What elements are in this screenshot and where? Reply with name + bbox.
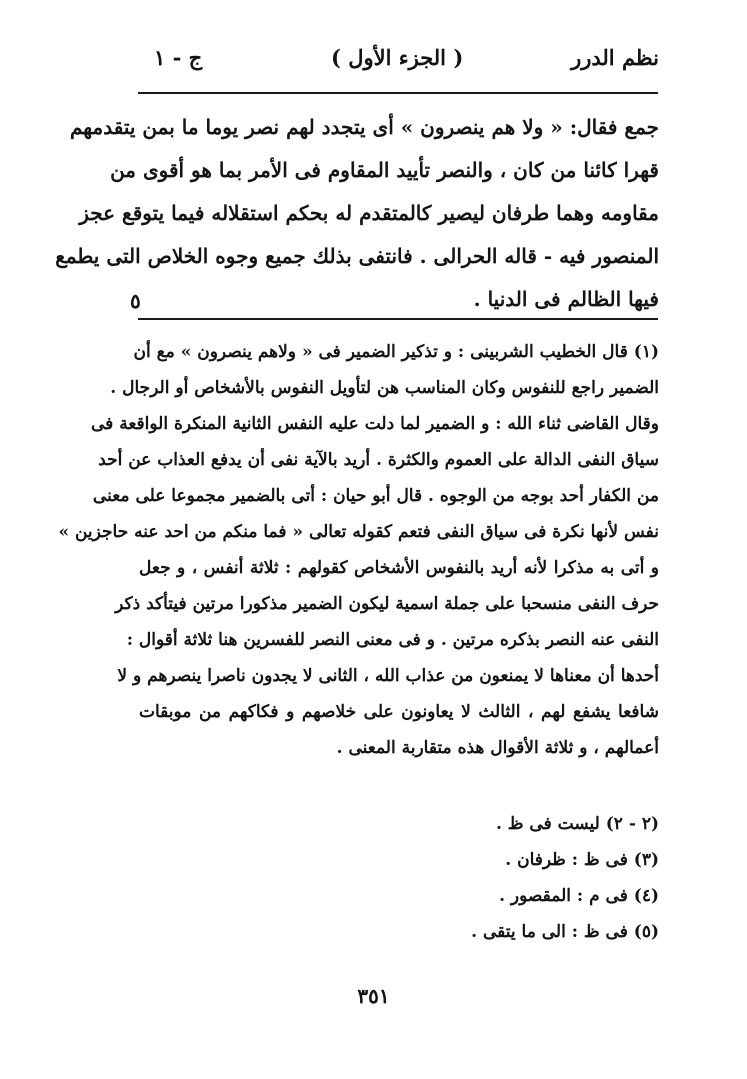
footnote-item: (٥) فى ظ : الى ما يتقى . xyxy=(471,922,659,942)
marginal-line-number: ٥ xyxy=(130,289,141,313)
note-line: النفى عنه النصر بذكره مرتين . و فى معنى النصر للفسرين هنا ثلاثة أقوال : xyxy=(126,630,659,650)
main-text-line: مقاومه وهما طرفان ليصير كالمتقدم له بحكم استقلاله فيما يتوقع عجز xyxy=(79,201,659,225)
note-line: و أتى به مذكرا لأنه أريد بالنفوس الأشخاص كقولهم : ثلاثة أنفس ، و جعل xyxy=(139,558,659,578)
main-text-line: قهرا كائنا من كان ، والنصر تأييد المقاوم فى الأمر بما هو أقوى من xyxy=(110,158,659,182)
main-text-line: فيها الظالم فى الدنيا . xyxy=(473,287,659,311)
note-line: شافعا يشفع لهم ، الثالث لا يعاونون على خلاصهم و فكاكهم من موبقات xyxy=(139,702,659,722)
footnote-item: (٤) فى م : المقصور . xyxy=(499,886,659,906)
note-line: الضمير راجع للنفوس وكان المناسب هن لتأويل النفوس بالأشخاص أو الرجال . xyxy=(110,378,659,398)
note-line: من الكفار أحد بوجه من الوجوه . قال أبو حيان : أتى بالضمير مجموعا على معنى xyxy=(92,486,659,506)
page-number: ٣٥١ xyxy=(357,984,390,1008)
running-header-book-title: نظم الدرر xyxy=(571,45,659,70)
note-line: (١) قال الخطيب الشربينى : و تذكير الضمير فى « ولاهم ينصرون » مع أن xyxy=(133,342,659,362)
note-line: نفس لأنها نكرة فى سياق النفى فتعم كقوله تعالى « فما منكم من احد عنه حاجزين » xyxy=(58,522,659,542)
footnote-item: (٢ - ٢) ليست فى ظ . xyxy=(495,814,659,834)
footnote-item: (٣) فى ظ : ظرفان . xyxy=(505,850,659,870)
note-line: أحدها أن معناها لا يمنعون من عذاب الله ، الثانى لا يجدون ناصرا ينصرهم و لا xyxy=(117,666,659,686)
note-line: حرف النفى منسحبا على جملة اسمية ليكون الضمير مذكورا مرتين فيتأكد ذكر xyxy=(115,594,659,614)
header-rule xyxy=(138,92,658,94)
main-text-line: جمع فقال: « ولا هم ينصرون » أى يتجدد لهم نصر يوما ما بمن يتقدمهم xyxy=(69,115,659,139)
running-header-volume: ج - ١ xyxy=(154,45,203,70)
notes-separator-rule xyxy=(138,318,658,320)
running-header-part: ( الجزء الأول ) xyxy=(331,45,464,70)
note-line: وقال القاضى ثناء الله : و الضمير لما دلت عليه النفس الثانية المنكرة الواقعة فى xyxy=(91,414,659,434)
note-line: أعمالهم ، و ثلاثة الأقوال هذه متقاربة المعنى . xyxy=(336,738,659,758)
note-line: سياق النفى الدالة على العموم والكثرة . أريد بالآية نفى أن يدفع العذاب عن أحد xyxy=(98,450,659,470)
main-text-line: المنصور فيه - قاله الحرالى . فانتفى بذلك جميع وجوه الخلاص التى يطمع xyxy=(55,244,659,268)
